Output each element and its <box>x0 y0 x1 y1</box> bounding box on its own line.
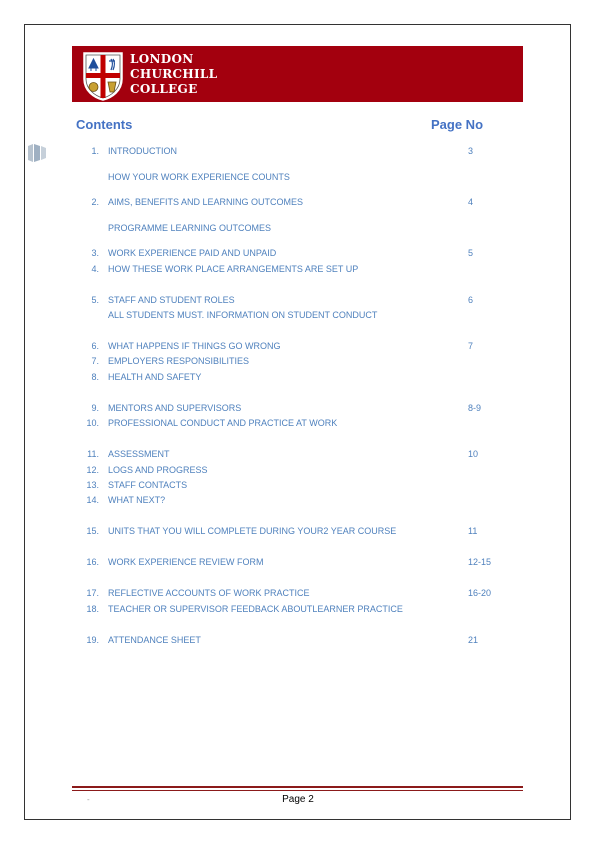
college-name <box>130 52 217 97</box>
toc-entry[interactable] <box>0 465 596 479</box>
toc-entry-title[interactable]: EMPLOYERS RESPONSIBILITIES <box>108 356 250 366</box>
toc-entry[interactable] <box>0 480 596 494</box>
toc-entry-page: 4 <box>468 197 474 207</box>
toc-entry-title[interactable]: PROGRAMME LEARNING OUTCOMES <box>108 223 272 233</box>
toc-entry-title[interactable]: HEALTH AND SAFETY <box>108 372 202 382</box>
toc-entry[interactable] <box>0 449 596 463</box>
toc-entry-number: 11. <box>87 449 99 459</box>
toc-entry-number: 15. <box>86 526 99 536</box>
college-crest-icon <box>82 51 124 101</box>
toc-entry-title[interactable]: TEACHER OR SUPERVISOR FEEDBACK ABOUTLEARNER PRACTICE <box>108 604 403 614</box>
toc-entry-number: 9. <box>91 403 99 413</box>
college-name-line2: CHURCHILL <box>130 67 218 81</box>
toc-entry-number: 10. <box>86 418 99 428</box>
college-name-line1: LONDON <box>130 52 194 66</box>
toc-entry-number: 13. <box>86 480 99 490</box>
toc-entry-page: 7 <box>468 341 474 351</box>
toc-entry-number: 12. <box>86 465 99 475</box>
toc-entry[interactable] <box>0 495 596 509</box>
toc-entry-title[interactable]: MENTORS AND SUPERVISORS <box>108 403 242 413</box>
toc-entry-title[interactable]: WORK EXPERIENCE REVIEW FORM <box>108 557 264 567</box>
toc-entry-title[interactable]: LOGS AND PROGRESS <box>108 465 208 475</box>
toc-entry-title[interactable]: ASSESSMENT <box>108 449 170 459</box>
toc-entry[interactable] <box>0 372 596 386</box>
toc-entry-number: 4. <box>91 264 99 274</box>
toc-entry-page: 10 <box>468 449 479 459</box>
toc-entry-page: 11 <box>468 526 478 536</box>
toc-entry-title[interactable]: WHAT HAPPENS IF THINGS GO WRONG <box>108 341 281 351</box>
contents-title: Contents <box>76 117 133 132</box>
toc-entry[interactable] <box>0 295 596 309</box>
toc-entry[interactable] <box>0 403 596 417</box>
footer-rule-thin <box>72 790 523 791</box>
toc-entry[interactable] <box>0 310 596 324</box>
toc-entry-number: 16. <box>86 557 99 567</box>
toc-entry-number: 17. <box>86 588 99 598</box>
toc-entry[interactable] <box>0 526 596 540</box>
toc-entry-number: 14. <box>86 495 99 505</box>
toc-entry-page: 5 <box>468 248 474 258</box>
toc-entry[interactable] <box>0 264 596 278</box>
toc-entry[interactable] <box>0 635 596 649</box>
toc-entry[interactable] <box>0 356 596 370</box>
toc-entry[interactable] <box>0 248 596 262</box>
toc-entry-number: 7. <box>91 356 99 366</box>
toc-entry-number: 18. <box>86 604 99 614</box>
toc-entry[interactable] <box>0 557 596 571</box>
toc-entry-number: 5. <box>91 295 99 305</box>
toc-entry-title[interactable]: STAFF CONTACTS <box>108 480 188 490</box>
toc-entry-page: 21 <box>468 635 479 645</box>
toc-entry-title[interactable]: AIMS, BENEFITS AND LEARNING OUTCOMES <box>108 197 304 207</box>
toc-entry-title[interactable]: INTRODUCTION <box>108 146 177 156</box>
toc-entry-title[interactable]: HOW YOUR WORK EXPERIENCE COUNTS <box>108 172 290 182</box>
toc-entry[interactable] <box>0 341 596 355</box>
toc-entry[interactable] <box>0 172 596 186</box>
toc-entry-number: 1. <box>91 146 99 156</box>
toc-entry[interactable] <box>0 146 596 160</box>
toc-entry-title[interactable]: PROFESSIONAL CONDUCT AND PRACTICE AT WORK <box>108 418 338 428</box>
toc-entry-page: 6 <box>468 295 474 305</box>
toc-entry-title[interactable]: ALL STUDENTS MUST. INFORMATION ON STUDENT CONDUCT <box>108 310 378 320</box>
toc-entry-number: 2. <box>91 197 99 207</box>
page-number-column-title: Page No <box>431 117 484 132</box>
toc-entry[interactable] <box>0 197 596 211</box>
toc-entry-title[interactable]: HOW THESE WORK PLACE ARRANGEMENTS ARE SET UP <box>108 264 359 274</box>
toc-entry-title[interactable]: ATTENDANCE SHEET <box>108 635 201 645</box>
footer-dash: - <box>87 795 90 804</box>
toc-entry-number: 3. <box>91 248 99 258</box>
toc-entry-number: 8. <box>91 372 99 382</box>
toc-entry-title[interactable]: UNITS THAT YOU WILL COMPLETE DURING YOUR2 YEAR COURSE <box>108 526 397 536</box>
toc-entry-page: 3 <box>468 146 474 156</box>
toc-entry-page: 8-9 <box>468 403 482 413</box>
toc-entry[interactable] <box>0 223 596 237</box>
toc-entry-title[interactable]: REFLECTIVE ACCOUNTS OF WORK PRACTICE <box>108 588 310 598</box>
footer-rule <box>72 786 523 788</box>
footer-page-number: Page 2 <box>282 794 314 805</box>
toc-entry-title[interactable]: WHAT NEXT? <box>108 495 166 505</box>
toc-entry-number: 19. <box>86 635 99 645</box>
college-name-line3: COLLEGE <box>130 82 198 96</box>
toc-entry-number: 6. <box>91 341 99 351</box>
toc-entry[interactable] <box>0 418 596 432</box>
toc-entry-title[interactable]: WORK EXPERIENCE PAID AND UNPAID <box>108 248 277 258</box>
toc-entry[interactable] <box>0 588 596 602</box>
toc-entry-title[interactable]: STAFF AND STUDENT ROLES <box>108 295 235 305</box>
toc-entry[interactable] <box>0 604 596 618</box>
toc-entry-page: 16-20 <box>468 588 492 598</box>
toc-entry-page: 12-15 <box>468 557 492 567</box>
